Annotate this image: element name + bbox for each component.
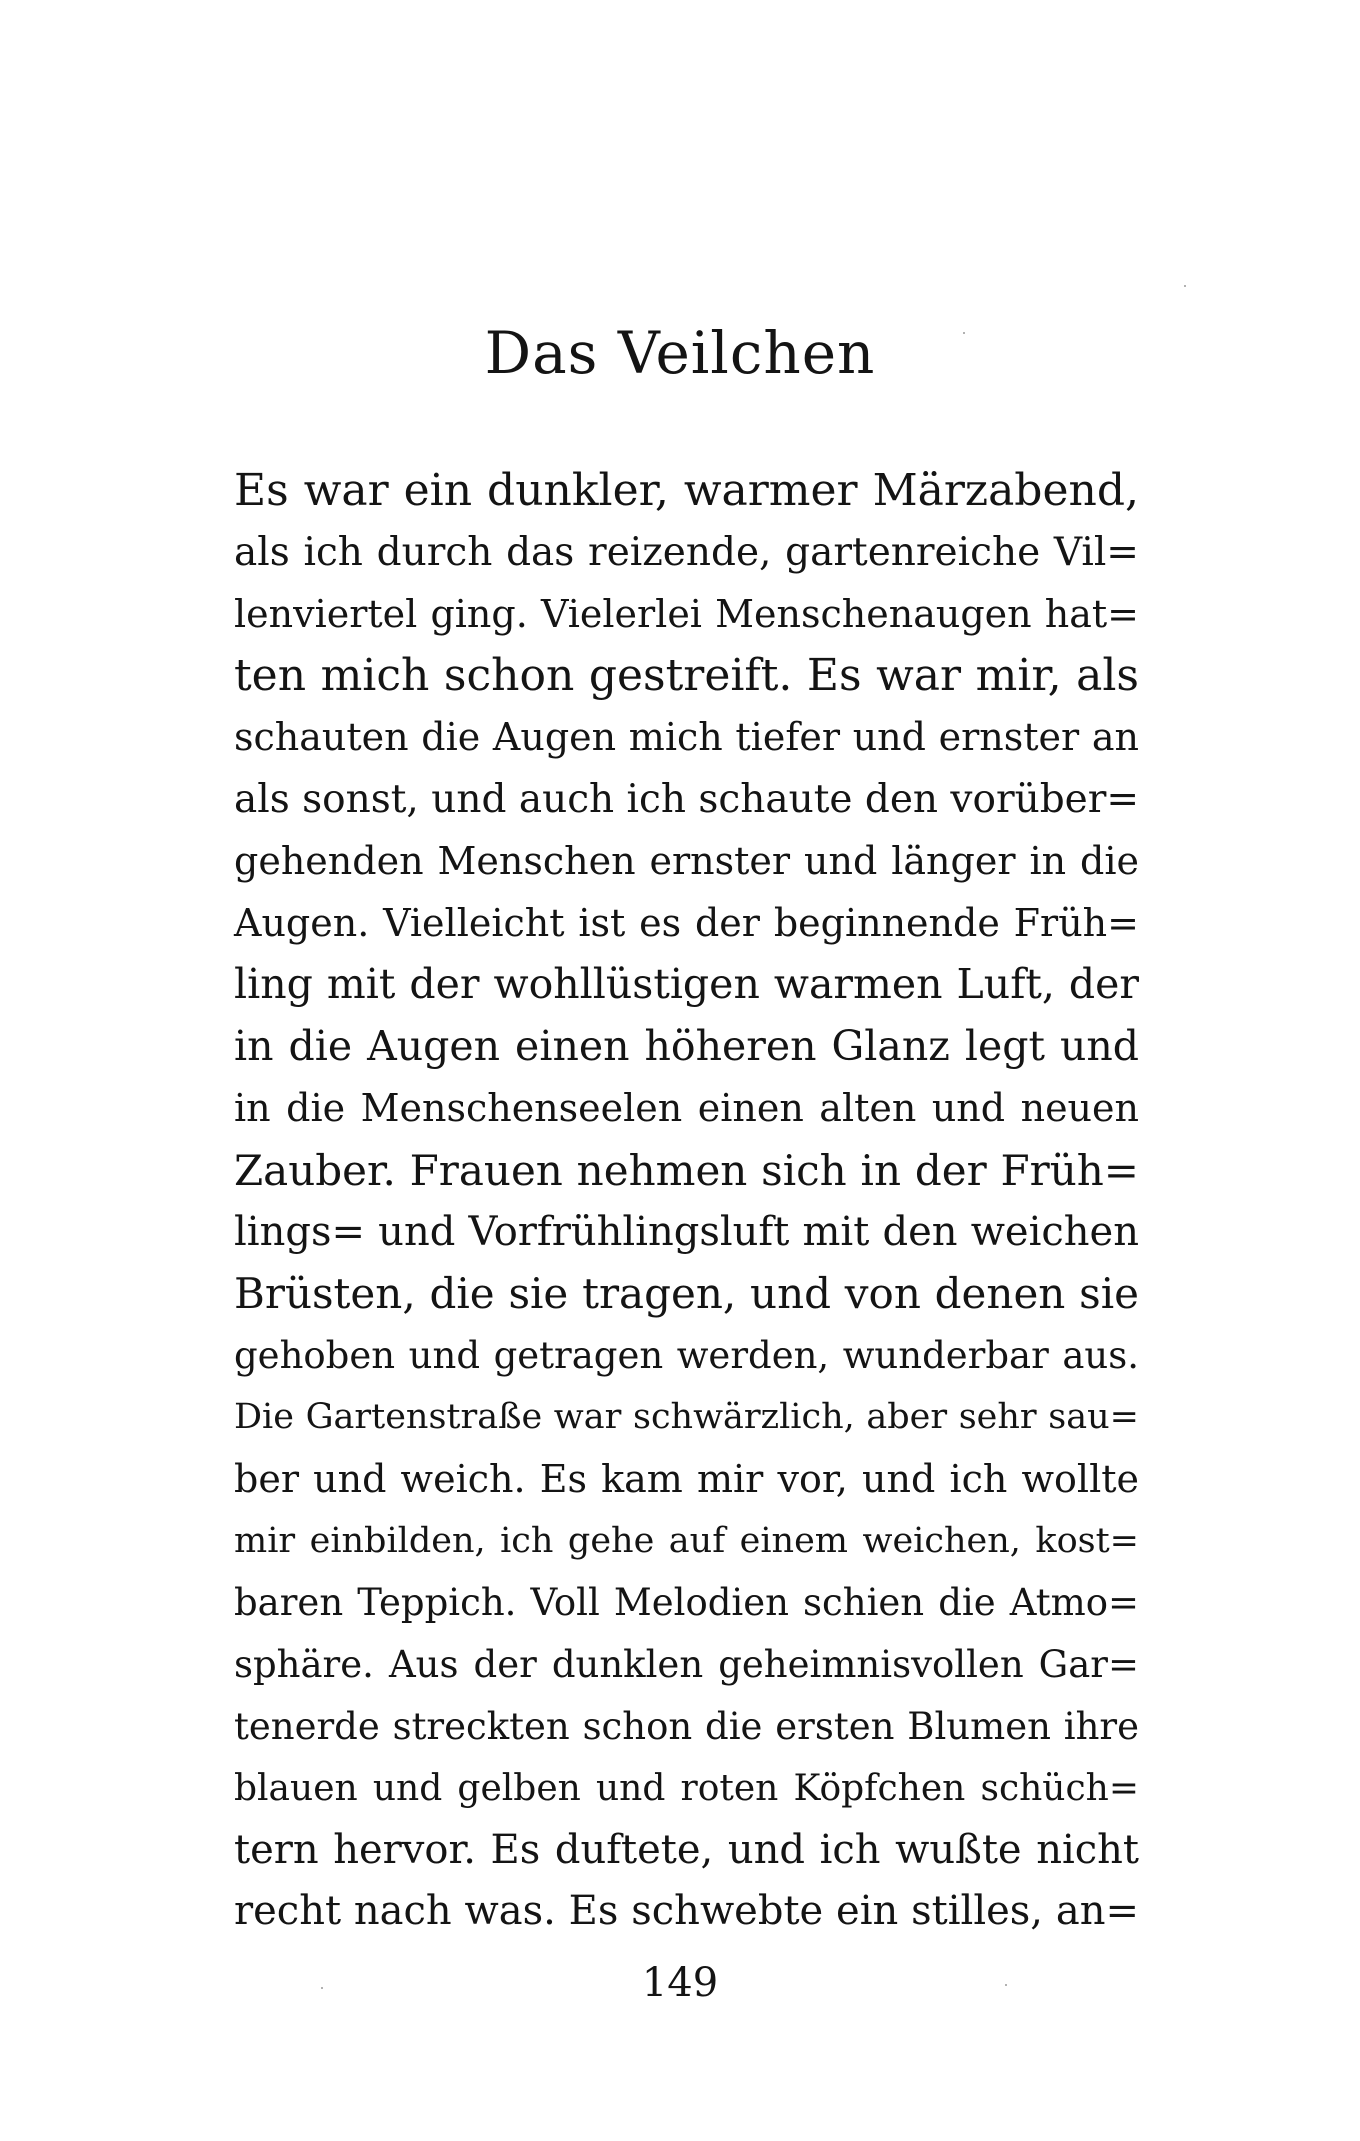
- body-text: [234, 460, 1139, 1943]
- text-line: Die Gartenstraße war schwärzlich, aber sehr sau=: [234, 1396, 1139, 1437]
- text-line: ling mit der wohllüstigen warmen Luft, der: [234, 960, 1139, 1009]
- text-line: Brüsten, die sie tragen, und von denen sie: [234, 1269, 1139, 1319]
- text-line: sphäre. Aus der dunklen geheimnisvollen Gar=: [234, 1643, 1139, 1687]
- text-line: tenerde streckten schon die ersten Blumen ihre: [234, 1704, 1139, 1748]
- text-line: ber und weich. Es kam mir vor, und ich wollte: [234, 1456, 1139, 1501]
- text-line: schauten die Augen mich tiefer und ernster an: [234, 715, 1139, 760]
- text-line: als sonst, und auch ich schaute den vorüber=: [234, 776, 1140, 822]
- text-line: gehoben und getragen werden, wunderbar aus.: [234, 1334, 1139, 1378]
- scan-speck: [1005, 1984, 1007, 1986]
- text-line: gehenden Menschen ernster und länger in die: [234, 838, 1139, 883]
- text-line: als ich durch das reizende, gartenreiche Vil=: [234, 529, 1139, 575]
- chapter-title: Das Veilchen: [484, 319, 876, 387]
- text-line: Zauber. Frauen nehmen sich in der Früh=: [234, 1145, 1139, 1195]
- scan-speck: [963, 332, 965, 334]
- text-line: ten mich schon gestreift. Es war mir, als: [234, 650, 1139, 702]
- text-line: lenviertel ging. Vielerlei Menschenaugen hat=: [234, 591, 1139, 636]
- text-line: tern hervor. Es duftete, und ich wußte nicht: [234, 1826, 1139, 1873]
- text-line: Es war ein dunkler, warmer Märzabend,: [234, 465, 1139, 516]
- text-line: in die Augen einen höheren Glanz legt und: [234, 1022, 1139, 1071]
- scan-speck: [1184, 285, 1186, 287]
- text-line: Augen. Vielleicht ist es der beginnende Früh=: [234, 900, 1139, 945]
- text-line: in die Menschenseelen einen alten und neuen: [234, 1085, 1139, 1130]
- text-line: lings= und Vorfrühlingsluft mit den weichen: [234, 1208, 1139, 1255]
- text-line: baren Teppich. Voll Melodien schien die Atmo=: [234, 1581, 1139, 1625]
- text-line: recht nach was. Es schwebte ein stilles, an=: [234, 1888, 1139, 1935]
- text-line: mir einbilden, ich gehe auf einem weichen, kost=: [234, 1520, 1139, 1561]
- page-number: 149: [641, 1960, 719, 2006]
- scan-speck: [321, 1987, 323, 1989]
- text-line: blauen und gelben und roten Köpfchen schüch=: [234, 1767, 1139, 1809]
